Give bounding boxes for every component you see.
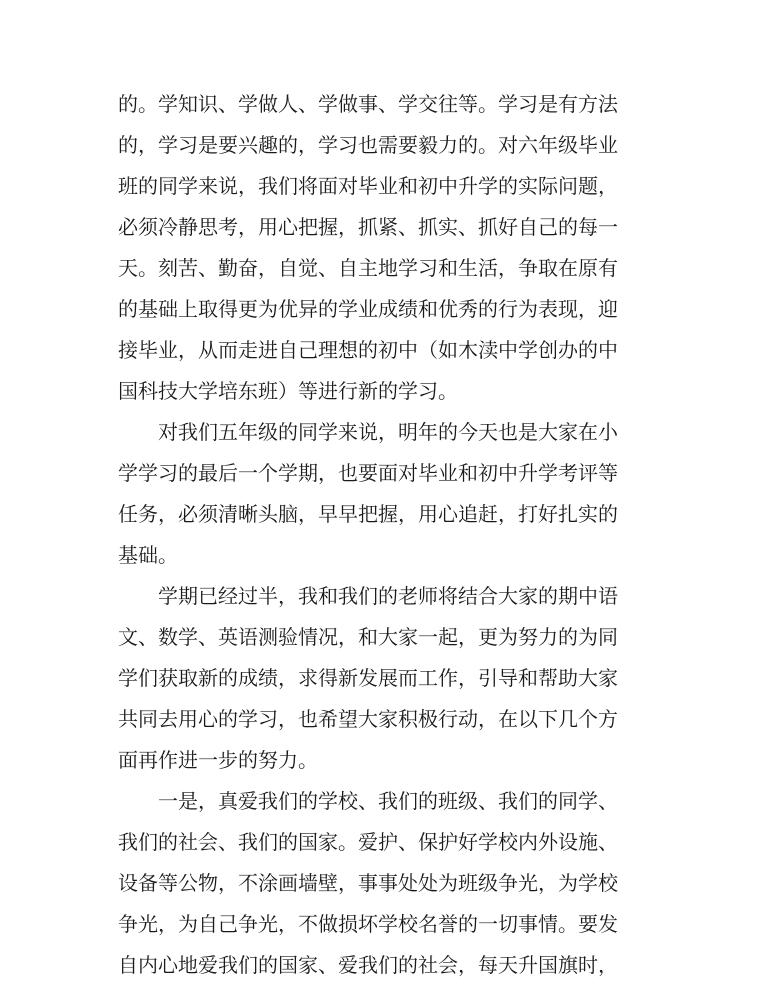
paragraph-1-line-8: 国科技大学培东班）等进行新的学习。 [118, 379, 458, 403]
paragraph-1-line-3: 班的同学来说，我们将面对毕业和初中升学的实际问题， [118, 174, 618, 198]
paragraph-1-line-4: 必须冷静思考，用心把握，抓紧、抓实、抓好自己的每一 [118, 215, 618, 239]
paragraph-3-line-5: 面再作进一步的努力。 [118, 748, 318, 772]
paragraph-1-line-7: 接毕业，从而走进自己理想的初中（如木渎中学创办的中 [118, 338, 618, 362]
paragraph-3-line-1: 学期已经过半，我和我们的老师将结合大家的期中语 [158, 584, 618, 608]
document-body [118, 84, 638, 986]
paragraph-1-line-2: 的，学习是要兴趣的，学习也需要毅力的。对六年级毕业 [118, 133, 618, 157]
paragraph-1-line-1: 的。学知识、学做人、学做事、学交往等。学习是有方法 [118, 92, 618, 116]
paragraph-2-line-2: 学学习的最后一个学期，也要面对毕业和初中升学考评等 [118, 461, 618, 485]
paragraph-3-line-4: 共同去用心的学习，也希望大家积极行动，在以下几个方 [118, 707, 618, 731]
paragraph-2-line-1: 对我们五年级的同学来说，明年的今天也是大家在小 [158, 420, 618, 444]
paragraph-4-line-4: 争光，为自己争光，不做损坏学校名誉的一切事情。要发 [118, 912, 618, 936]
paragraph-2-line-4: 基础。 [118, 543, 178, 567]
paragraph-1-line-5: 天。刻苦、勤奋，自觉、自主地学习和生活，争取在原有 [118, 256, 618, 280]
paragraph-4-line-1: 一是，真爱我们的学校、我们的班级、我们的同学、 [158, 789, 618, 813]
paragraph-3-line-3: 学们获取新的成绩，求得新发展而工作，引导和帮助大家 [118, 666, 618, 690]
paragraph-4-line-2: 我们的社会、我们的国家。爱护、保护好学校内外设施、 [118, 830, 618, 854]
paragraph-3-line-2: 文、数学、英语测验情况，和大家一起，更为努力的为同 [118, 625, 618, 649]
paragraph-4-line-5: 自内心地爱我们的国家、爱我们的社会，每天升国旗时， [118, 953, 618, 977]
paragraph-1-line-6: 的基础上取得更为优异的学业成绩和优秀的行为表现，迎 [118, 297, 618, 321]
paragraph-2-line-3: 任务，必须清晰头脑，早早把握，用心追赶，打好扎实的 [118, 502, 618, 526]
paragraph-4-line-3: 设备等公物，不涂画墙壁，事事处处为班级争光，为学校 [118, 871, 618, 895]
